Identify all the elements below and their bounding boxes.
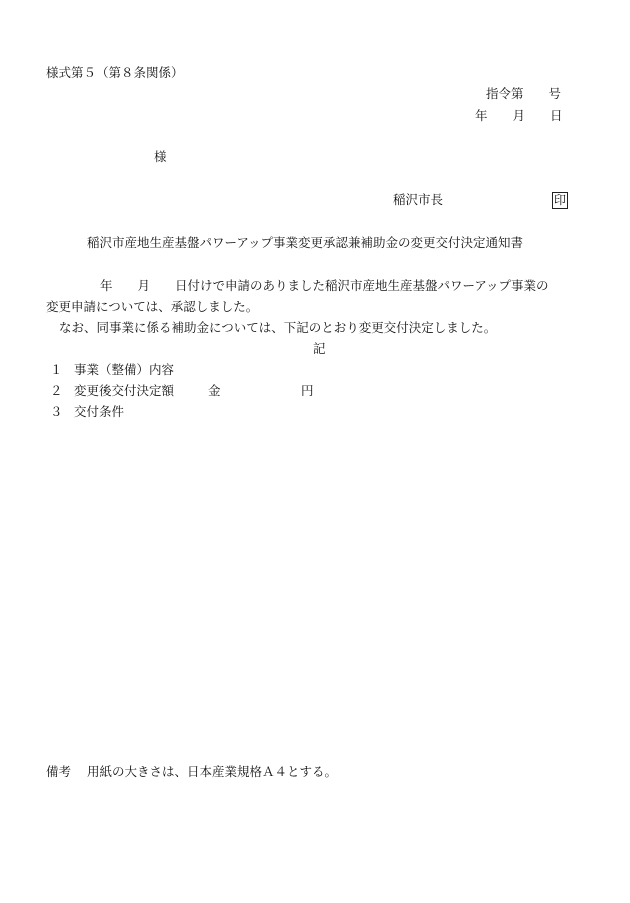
body-line-3: なお、同事業に係る補助金については、下記のとおり変更交付決定しました。 bbox=[59, 320, 497, 335]
form-number-label: 様式第５（第８条関係） bbox=[46, 65, 184, 80]
document-title: 稲沢市産地生産基盤パワーアップ事業変更承認兼補助金の変更交付決定通知書 bbox=[87, 235, 524, 250]
item-label-grant-amount: 変更後交付決定額 bbox=[74, 383, 175, 398]
item-number: １ bbox=[50, 362, 63, 377]
amount-prefix: 金 bbox=[208, 383, 221, 398]
note-text: 用紙の大きさは、日本産業規格Ａ４とする。 bbox=[87, 764, 338, 779]
amount-unit: 円 bbox=[301, 383, 314, 398]
body-line-2: 変更申請については、承認しました。 bbox=[46, 299, 259, 314]
body-line-1: 年 月 日付けで申請のありました稲沢市産地生産基盤パワーアップ事業の bbox=[100, 278, 549, 293]
seal-mark: 印 bbox=[553, 193, 566, 207]
ki-heading: 記 bbox=[313, 341, 326, 356]
note-label: 備考 bbox=[46, 764, 72, 779]
item-number: ２ bbox=[50, 383, 63, 398]
order-number-label: 指令第 号 bbox=[486, 86, 562, 101]
item-label-project-content: 事業（整備）内容 bbox=[74, 362, 175, 377]
issue-date-label: 年 月 日 bbox=[475, 108, 563, 123]
item-number: ３ bbox=[50, 404, 63, 419]
item-label-grant-conditions: 交付条件 bbox=[74, 404, 125, 419]
addressee-honorific: 様 bbox=[154, 149, 167, 164]
issuer-name: 稲沢市長 bbox=[393, 192, 444, 207]
